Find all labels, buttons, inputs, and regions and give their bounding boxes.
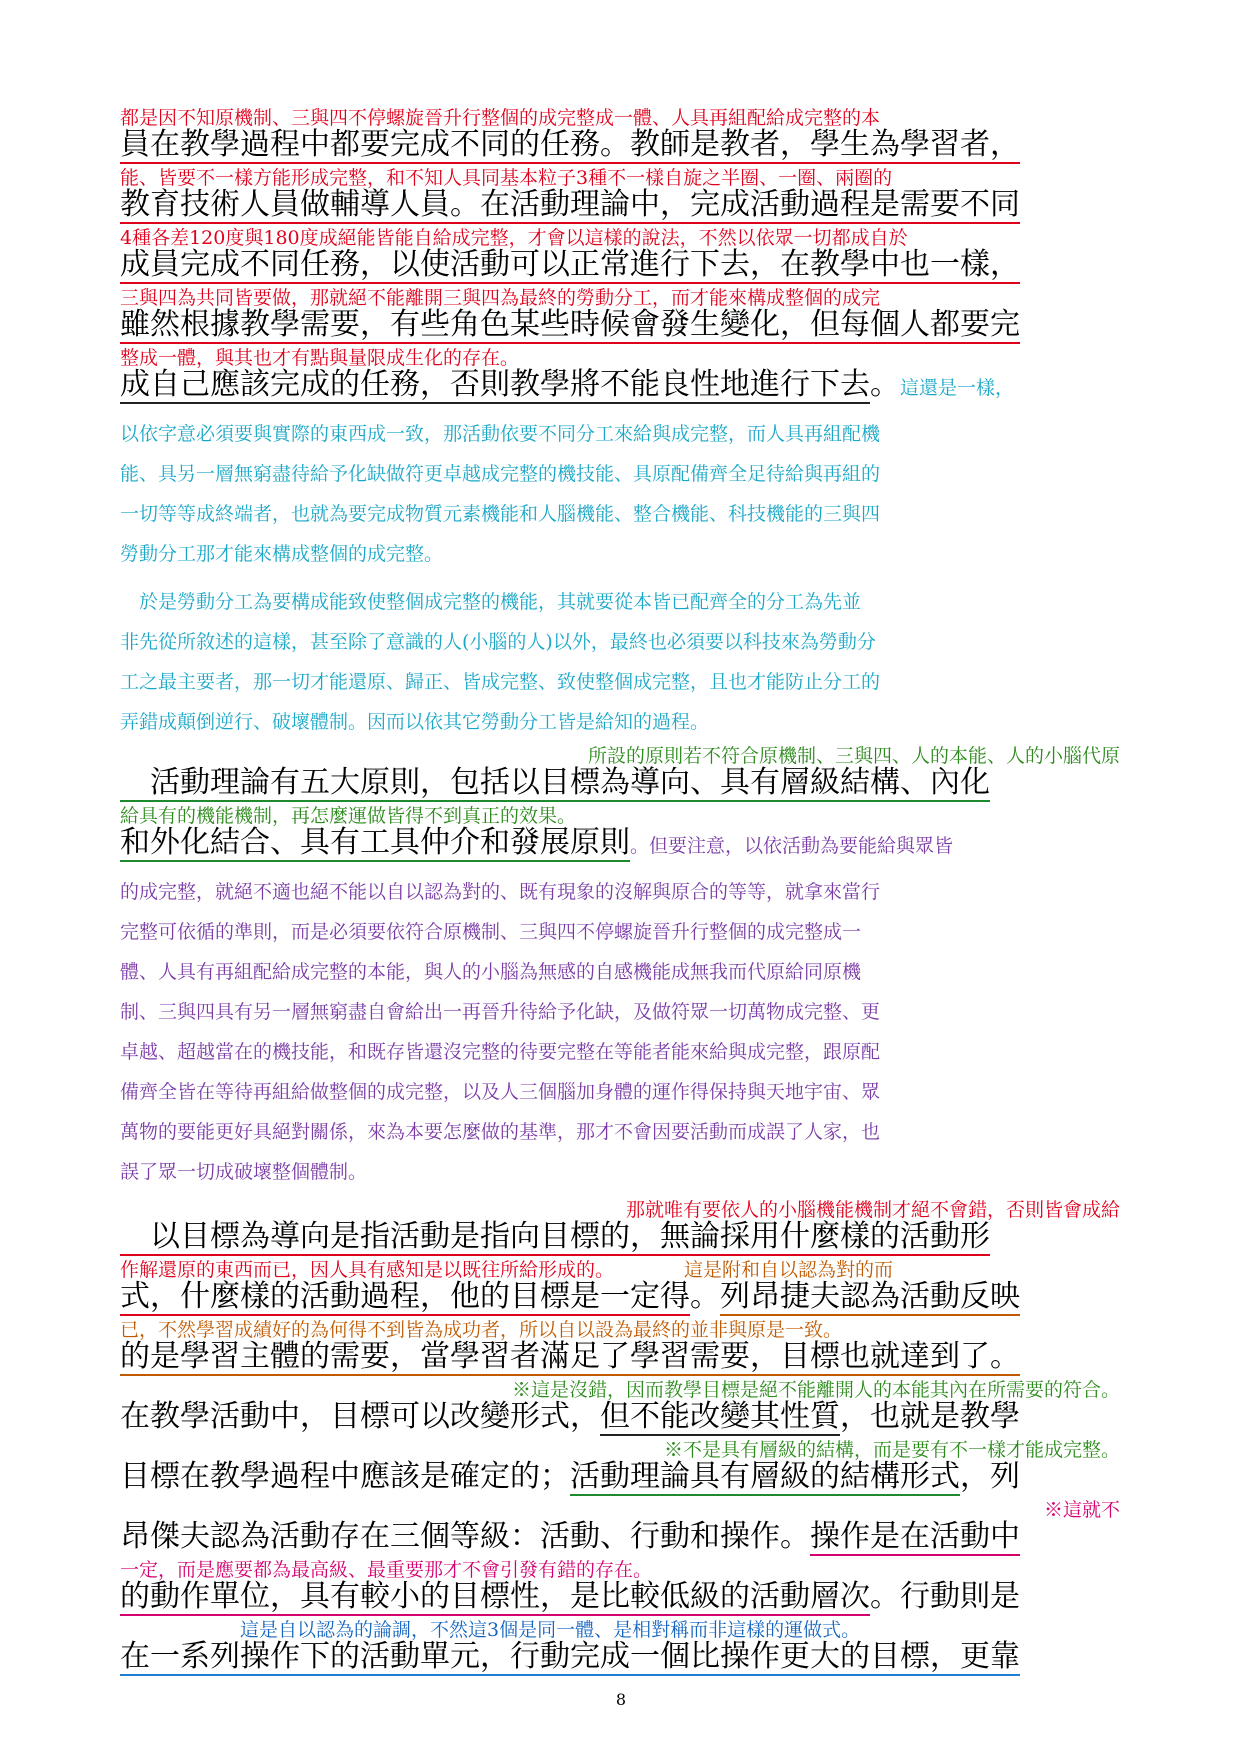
underlined-text: 列昂捷夫認為活動反映 [720, 1279, 1020, 1314]
body-punct: 。 [690, 1279, 720, 1314]
annotation-line: 已，不然學習成績好的為何得不到皆為成功者，所以自以設為最終的並非與原是一致。 [120, 1319, 843, 1341]
annotation-line: 勞動分工那才能來構成整個的成完整。 [120, 543, 444, 565]
annotation-line: 能、具另一層無窮盡待給予化缺做符更卓越成完整的機技能、具原配備齊全足待給與再組的 [120, 463, 881, 485]
body-text: 在教學活動中，目標可以改變形式， [120, 1399, 600, 1434]
page-number: 8 [615, 1690, 627, 1709]
annotation-line: 卓越、超越當在的機技能，和既存皆還沒完整的待要完整在等能者能來給與成完整，跟原配 [120, 1041, 881, 1063]
body-line [120, 1398, 1120, 1436]
underlined-text: 以目標為導向是指活動是指向目標的，無論採用什麼樣的活動形 [120, 1219, 990, 1254]
annotation-line: 以依字意必須要與實際的東西成一致，那活動依要不同分工來給與成完整，而人具再組配機 [120, 423, 881, 445]
annotation-line: 都是因不知原機制、三與四不停螺旋晉升行整個的成完整成一體、人具再組配給成完整的本 [120, 107, 881, 129]
body-line [120, 246, 1120, 284]
underlined-text: 式，什麼樣的活動過程，他的目標是一定得 [120, 1279, 690, 1314]
annotation-line: 完整可依循的準則，而是必須要依符合原機制、三與四不停螺旋晉升行整個的成完整成一 [120, 921, 862, 943]
annotation-line: 萬物的要能更好具絕對關係，來為本要怎麼做的基準，那才不會因要活動而成誤了人家，也 [120, 1121, 881, 1143]
body-line [120, 366, 1120, 404]
body-text: 。行動則是 [870, 1579, 1020, 1614]
body-line [120, 1218, 1120, 1256]
annotation-line: 體、人具有再組配給成完整的本能，與人的小腦為無感的自感機能成無我而代原給同原機 [120, 961, 862, 983]
annotation-inline: 這還是一樣， [900, 377, 1015, 399]
annotation-inline: 。但要注意，以依活動為要能給與眾皆 [630, 835, 954, 857]
underlined-text: 的動作單位，具有較小的目標性，是比較低級的活動層次 [120, 1579, 870, 1614]
annotation-line: 一切等等成終端者，也就為要完成物質元素機能和人腦機能、整合機能、科技機能的三與四 [120, 503, 881, 525]
annotation-line: 於是勞動分工為要構成能致使整個成完整的機能，其就要從本皆已配齊全的分工為先並 [120, 591, 862, 613]
annotation-line: 弄錯成顛倒逆行、破壞體制。因而以依其它勞動分工皆是給知的過程。 [120, 711, 710, 733]
body-line [120, 824, 1120, 865]
underlined-text: 員在教學過程中都要完成不同的任務。教師是教者，學生為學習者， [120, 127, 1020, 162]
body-line [120, 1338, 1120, 1376]
body-text: 目標在教學過程中應該是確定的； [120, 1459, 570, 1494]
body-line [120, 1638, 1120, 1676]
underlined-text: 教育技術人員做輔導人員。在活動理論中，完成活動過程是需要不同 [120, 187, 1020, 222]
underlined-text: 成自己應該完成的任務，否則教學將不能良性地進行下去 [120, 367, 870, 402]
annotation-line: ※不是具有層級的結構，而是要有不一樣才能成完整。 [663, 1439, 1120, 1461]
body-text: 昂傑夫認為活動存在三個等級：活動、行動和操作。 [120, 1519, 810, 1554]
underlined-text: 但不能改變其性質 [600, 1399, 840, 1434]
body-text: ，也就是教學 [840, 1399, 1020, 1434]
underlined-text: 雖然根據教學需要，有些角色某些時候會發生變化，但每個人都要完 [120, 307, 1020, 342]
body-line [120, 1518, 1120, 1556]
annotation-line: 非先從所敘述的這樣，甚至除了意識的人(小腦的人)以外，最終也必須要以科技來為勞動分 [120, 631, 876, 653]
body-line [120, 126, 1120, 164]
annotation-line: 制、三與四具有另一層無窮盡自會給出一再晉升待給予化缺，及做符眾一切萬物成完整、更 [120, 1001, 881, 1023]
underlined-text: 操作是在活動中 [810, 1519, 1020, 1554]
annotation-line: 能、皆要不一樣方能形成完整，和不知人具同基本粒子3種不一樣自旋之半圈、一圈、兩圈的 [120, 167, 893, 189]
annotation-line: 工之最主要者，那一切才能還原、歸正、皆成完整、致使整個成完整，且也才能防止分工的 [120, 671, 881, 693]
body-line [120, 1578, 1120, 1616]
annotation-line: ※這是沒錯，因而教學目標是絕不能離開人的本能其內在所需要的符合。 [511, 1379, 1120, 1401]
underlined-text: 活動理論有五大原則，包括以目標為導向、具有層級結構、內化 [120, 765, 990, 800]
underlined-text: 成員完成不同任務，以使活動可以正常進行下去，在教學中也一樣， [120, 247, 1020, 282]
body-text: ，列 [960, 1459, 1020, 1494]
annotation-line: 整成一體，與其也才有點與量限成生化的存在。 [120, 347, 520, 369]
underlined-text: 活動理論具有層級的結構形式 [570, 1459, 960, 1494]
annotation-line: 這是自以認為的論調，不然這3個是同一體、是相對稱而非這樣的運做式。 [240, 1619, 861, 1641]
body-line [120, 186, 1120, 224]
body-line [120, 306, 1120, 344]
body-punct: 。 [870, 367, 900, 402]
underlined-text: 和外化結合、具有工具仲介和發展原則 [120, 825, 630, 860]
annotation-line: 所設的原則若不符合原機制、三與四、人的本能、人的小腦代原 [587, 745, 1120, 767]
annotation-line: 的成完整，就絕不適也絕不能以自以認為對的、既有現象的沒解與原合的等等，就拿來當行 [120, 881, 881, 903]
annotation-line: 4種各差120度與180度成絕能皆能自給成完整，才會以這樣的說法，不然以依眾一切都成自於 [120, 227, 908, 249]
underlined-text: 的是學習主體的需要，當學習者滿足了學習需要，目標也就達到了。 [120, 1339, 1020, 1374]
annotation-line: 三與四為共同皆要做，那就絕不能離開三與四為最終的勞動分工，而才能來構成整個的成完 [120, 287, 881, 309]
annotation-line: 給具有的機能機制，再怎麼運做皆得不到真正的效果。 [120, 805, 577, 827]
annotation-line: 誤了眾一切成破壞整個體制。 [120, 1161, 368, 1183]
annotation-line: ※這就不 [1043, 1499, 1120, 1521]
annotation-line: 備齊全皆在等待再組給做整個的成完整，以及人三個腦加身體的運作得保持與天地宇宙、眾 [120, 1081, 881, 1103]
body-line [120, 1458, 1120, 1496]
annotation-line: 一定，而是應要都為最高級、最重要那才不會引發有錯的存在。 [120, 1559, 653, 1581]
body-line [120, 764, 1120, 802]
annotation-text: 這是附和自以認為對的而 [684, 1259, 894, 1281]
underlined-text: 在一系列操作下的活動單元，行動完成一個比操作更大的目標，更靠 [120, 1639, 1020, 1674]
body-line [120, 1278, 1120, 1316]
annotation-text: 作解還原的東西而已，因人具有感知是以既往所給形成的。 [120, 1259, 615, 1281]
annotation-line: 那就唯有要依人的小腦機能機制才絕不會錯，否則皆會成給 [625, 1199, 1120, 1221]
